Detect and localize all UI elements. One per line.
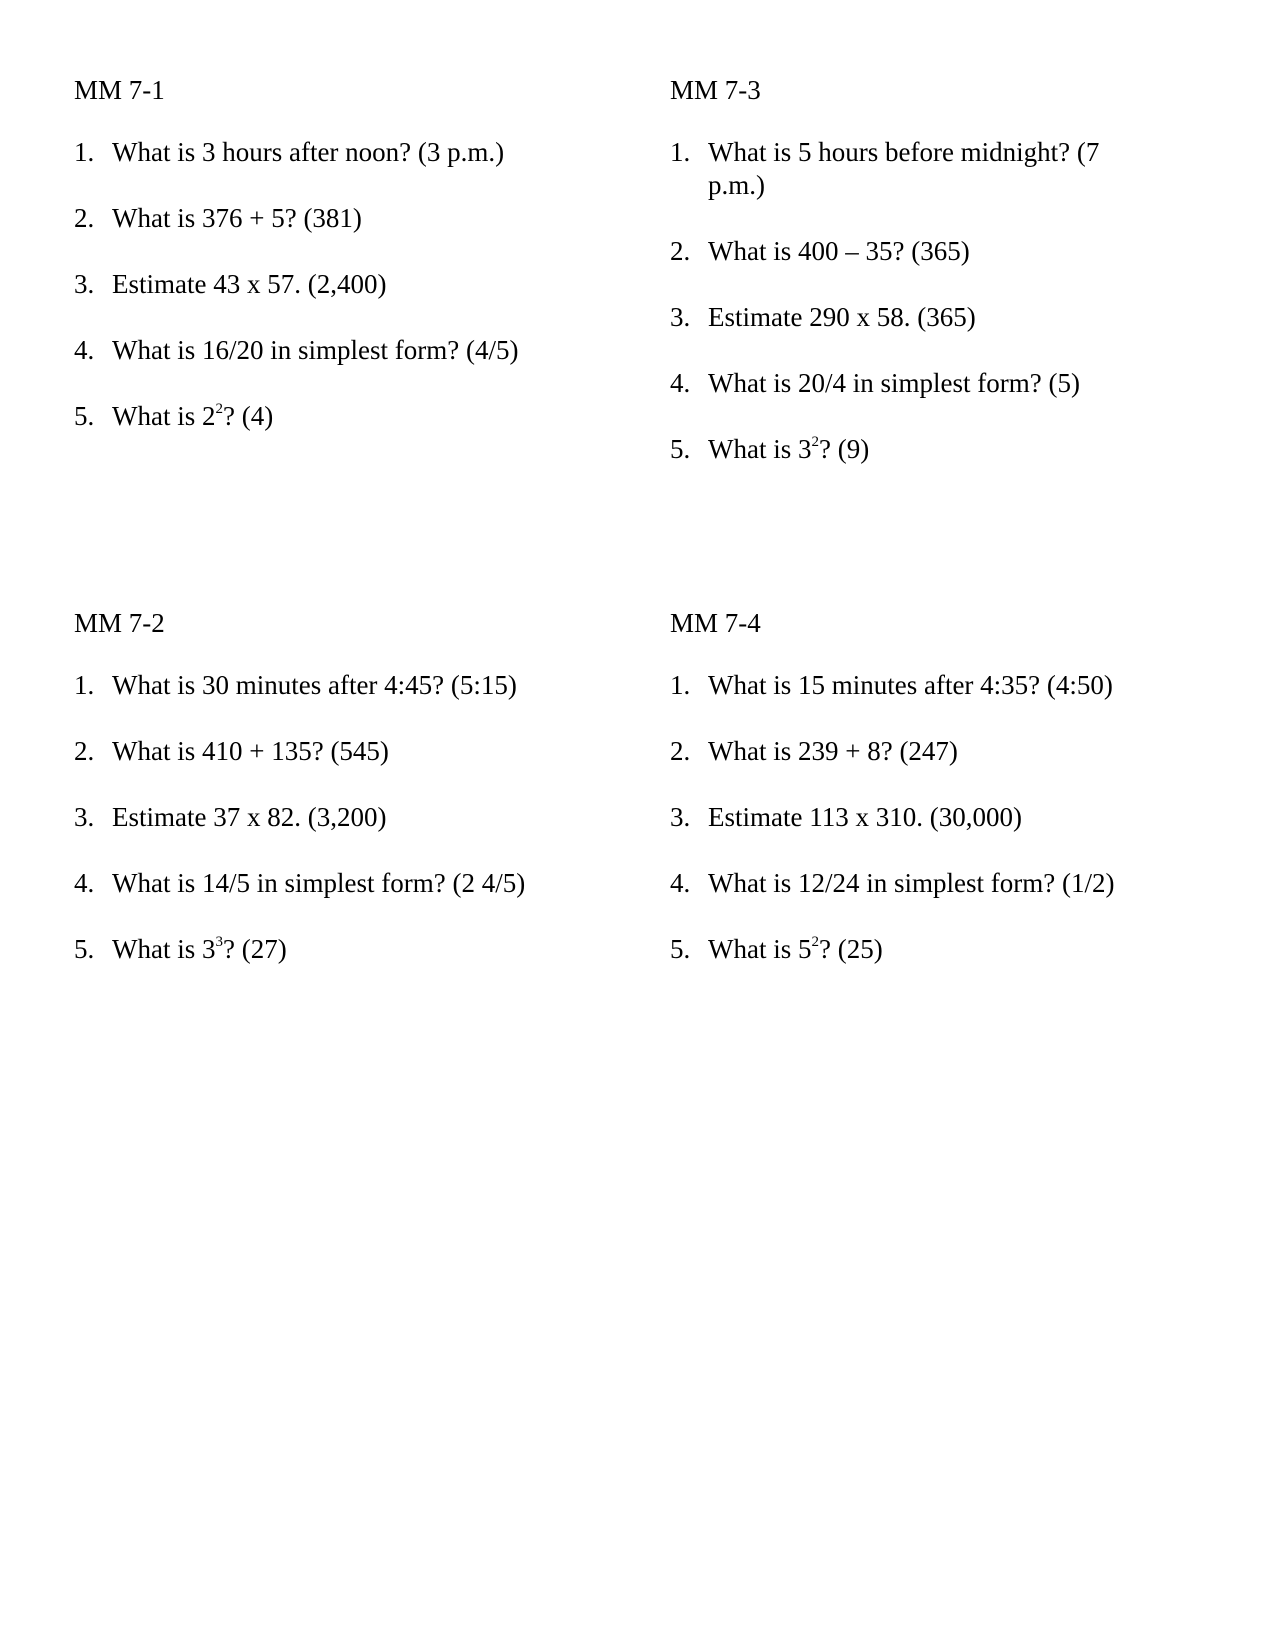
question-text: Estimate 290 x 58. (365) <box>708 302 976 332</box>
question-text: What is 410 + 135? (545) <box>112 736 389 766</box>
question-text: Estimate 37 x 82. (3,200) <box>112 802 387 832</box>
section-mm-7-1 <box>74 72 594 466</box>
question-text: What is 3 hours after noon? (3 p.m.) <box>112 137 505 167</box>
question-number: 4. <box>74 868 95 898</box>
question-text <box>112 400 594 433</box>
question-text: What is 20/4 in simplest form? (5) <box>708 368 1080 398</box>
question-number: 3. <box>670 802 691 832</box>
question-text: What is 239 + 8? (247) <box>708 736 958 766</box>
question-number: 5. <box>670 434 691 464</box>
section-mm-7-4 <box>670 605 1190 999</box>
question-item <box>670 801 1190 834</box>
section-title: MM 7-3 <box>670 75 761 105</box>
exponent: 2 <box>811 934 819 950</box>
question-text <box>708 433 1190 466</box>
section-title: MM 7-1 <box>74 75 165 105</box>
question-text: What is 5 hours before midnight? (7 p.m.) <box>708 137 1100 200</box>
question-item <box>670 933 1190 966</box>
question-text-pre: What is 3 <box>708 434 812 464</box>
question-number: 2. <box>74 736 95 766</box>
question-text-pre: What is 3 <box>112 934 216 964</box>
section-mm-7-3 <box>670 72 1190 499</box>
exponent: 2 <box>811 434 819 450</box>
question-item <box>670 367 1190 400</box>
question-text-post: ? (25) <box>818 934 883 964</box>
question-number: 2. <box>670 236 691 266</box>
question-text: What is 30 minutes after 4:45? (5:15) <box>112 670 517 700</box>
question-item <box>670 433 1190 466</box>
section-title: MM 7-4 <box>670 608 761 638</box>
question-item <box>74 136 594 169</box>
exponent: 3 <box>215 934 223 950</box>
question-text <box>708 933 1190 966</box>
question-text-post: ? (27) <box>222 934 287 964</box>
question-item <box>74 867 594 900</box>
question-number: 2. <box>670 736 691 766</box>
question-number: 5. <box>670 934 691 964</box>
question-item <box>670 669 1190 702</box>
question-number: 3. <box>74 802 95 832</box>
question-number: 1. <box>670 137 691 167</box>
question-number: 5. <box>74 934 95 964</box>
question-text: What is 400 – 35? (365) <box>708 236 970 266</box>
question-text: What is 16/20 in simplest form? (4/5) <box>112 335 519 365</box>
question-number: 4. <box>670 868 691 898</box>
question-number: 2. <box>74 203 95 233</box>
question-number: 1. <box>74 137 95 167</box>
question-text: What is 376 + 5? (381) <box>112 203 362 233</box>
question-item <box>74 202 594 235</box>
question-item <box>74 735 594 768</box>
question-item <box>670 235 1190 268</box>
question-item <box>74 334 594 367</box>
question-number: 5. <box>74 401 95 431</box>
question-text <box>112 933 594 966</box>
question-item <box>74 933 594 966</box>
question-item <box>670 136 1158 202</box>
question-item <box>670 867 1190 900</box>
question-item <box>670 735 1190 768</box>
question-number: 4. <box>670 368 691 398</box>
section-title: MM 7-2 <box>74 608 165 638</box>
question-number: 3. <box>670 302 691 332</box>
question-text: What is 14/5 in simplest form? (2 4/5) <box>112 868 526 898</box>
question-text-post: ? (9) <box>818 434 870 464</box>
question-item <box>74 400 594 433</box>
question-item <box>74 669 594 702</box>
section-mm-7-2 <box>74 605 594 999</box>
question-number: 4. <box>74 335 95 365</box>
question-text-pre: What is 2 <box>112 401 216 431</box>
question-text: What is 15 minutes after 4:35? (4:50) <box>708 670 1113 700</box>
question-number: 1. <box>74 670 95 700</box>
question-text: What is 12/24 in simplest form? (1/2) <box>708 868 1115 898</box>
question-item <box>74 801 594 834</box>
question-text-post: ? (4) <box>222 401 274 431</box>
question-item <box>670 301 1190 334</box>
question-number: 3. <box>74 269 95 299</box>
question-item <box>74 268 594 301</box>
question-text: Estimate 43 x 57. (2,400) <box>112 269 387 299</box>
question-text: Estimate 113 x 310. (30,000) <box>708 802 1022 832</box>
exponent: 2 <box>215 401 223 417</box>
question-text-pre: What is 5 <box>708 934 812 964</box>
question-number: 1. <box>670 670 691 700</box>
